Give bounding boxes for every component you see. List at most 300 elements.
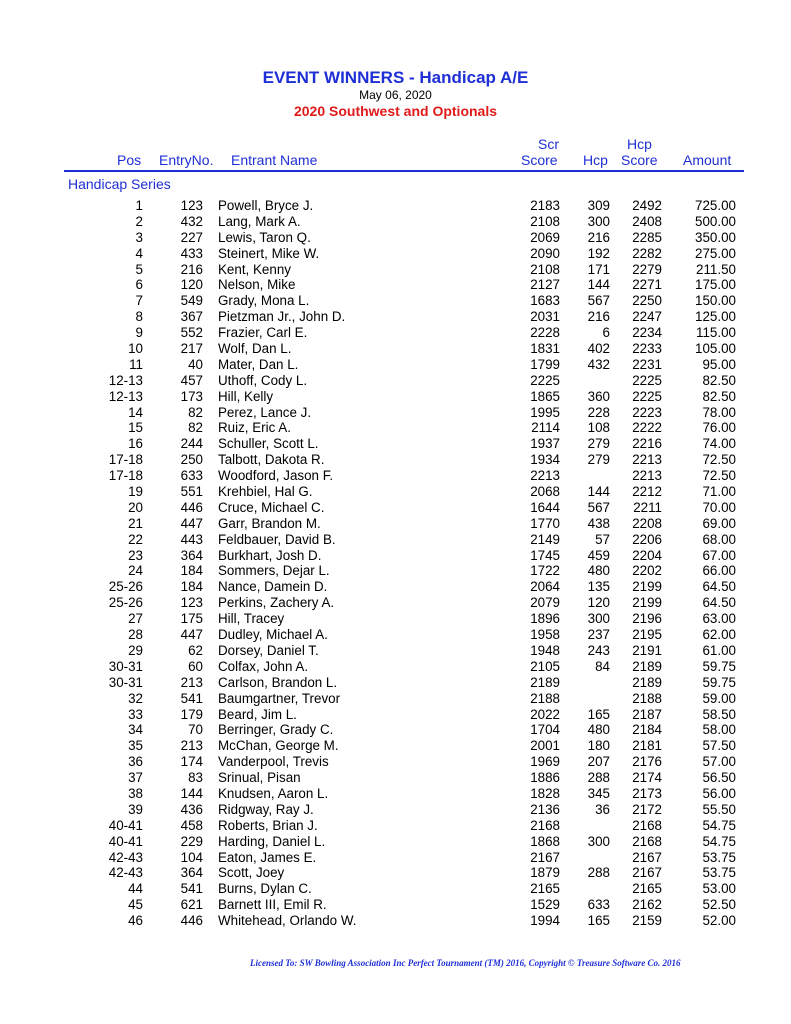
cell-entry: 175 bbox=[180, 611, 203, 627]
cell-name: Ridgway, Ray J. bbox=[218, 801, 314, 817]
cell-hcp: 243 bbox=[587, 642, 610, 658]
cell-score: 2233 bbox=[632, 341, 662, 357]
cell-scr: 2068 bbox=[530, 484, 560, 500]
cell-hcp: 84 bbox=[595, 658, 610, 674]
cell-amount: 53.75 bbox=[702, 865, 736, 881]
table-row bbox=[0, 452, 791, 468]
cell-scr: 1704 bbox=[530, 722, 560, 738]
cell-entry: 40 bbox=[188, 356, 203, 372]
cell-score: 2187 bbox=[632, 706, 662, 722]
cell-score: 2191 bbox=[632, 642, 662, 658]
cell-name: Srinual, Pisan bbox=[218, 770, 301, 786]
cell-pos: 35 bbox=[128, 738, 143, 754]
cell-name: Dudley, Michael A. bbox=[218, 627, 328, 643]
cell-name: Garr, Brandon M. bbox=[218, 515, 321, 531]
cell-pos: 21 bbox=[128, 515, 143, 531]
cell-pos: 15 bbox=[128, 420, 143, 436]
cell-pos: 32 bbox=[128, 690, 143, 706]
cell-name: Lang, Mark A. bbox=[218, 213, 301, 229]
cell-hcp: 216 bbox=[587, 229, 610, 245]
cell-score: 2216 bbox=[632, 436, 662, 452]
cell-pos: 17-18 bbox=[108, 452, 143, 468]
cell-entry: 549 bbox=[180, 293, 203, 309]
cell-name: Lewis, Taron Q. bbox=[218, 229, 311, 245]
cell-name: Feldbauer, David B. bbox=[218, 531, 336, 547]
cell-scr: 2022 bbox=[530, 706, 560, 722]
cell-score: 2202 bbox=[632, 563, 662, 579]
cell-name: Mater, Dan L. bbox=[218, 356, 299, 372]
cell-name: Vanderpool, Trevis bbox=[218, 754, 329, 770]
cell-name: Roberts, Brian J. bbox=[218, 817, 318, 833]
section-title: Handicap Series bbox=[68, 176, 171, 192]
cell-amount: 275.00 bbox=[695, 245, 736, 261]
cell-hcp: 180 bbox=[587, 738, 610, 754]
cell-pos: 11 bbox=[129, 356, 143, 372]
results-table bbox=[0, 198, 791, 929]
cell-scr: 1937 bbox=[530, 436, 560, 452]
cell-pos: 29 bbox=[128, 642, 143, 658]
table-row bbox=[0, 627, 791, 643]
cell-score: 2213 bbox=[632, 452, 662, 468]
cell-score: 2231 bbox=[632, 356, 662, 372]
cell-scr: 1865 bbox=[530, 388, 560, 404]
cell-amount: 52.00 bbox=[702, 913, 736, 929]
cell-score: 2492 bbox=[632, 198, 662, 213]
cell-hcp: 165 bbox=[587, 913, 610, 929]
cell-hcp: 288 bbox=[587, 770, 610, 786]
cell-pos: 19 bbox=[128, 484, 143, 500]
cell-amount: 105.00 bbox=[695, 341, 736, 357]
cell-entry: 82 bbox=[188, 420, 203, 436]
cell-score: 2279 bbox=[632, 261, 662, 277]
cell-name: Colfax, John A. bbox=[218, 658, 309, 674]
cell-entry: 60 bbox=[188, 658, 203, 674]
cell-hcp: 279 bbox=[587, 436, 610, 452]
cell-entry: 120 bbox=[180, 277, 203, 293]
cell-hcp: 567 bbox=[587, 293, 610, 309]
table-row bbox=[0, 770, 791, 786]
table-row bbox=[0, 643, 791, 659]
cell-pos: 30-31 bbox=[108, 674, 143, 690]
header-amount: Amount bbox=[683, 152, 732, 168]
header-pos: Pos bbox=[117, 152, 142, 168]
table-row bbox=[0, 881, 791, 897]
license-footer: Licensed To: SW Bowling Association Inc Perfect Tournament (TM) 2016, Copyright © Treasure Software Co. 2016 bbox=[250, 958, 681, 968]
table-row bbox=[0, 309, 791, 325]
cell-hcp: 309 bbox=[587, 198, 610, 213]
table-row bbox=[0, 707, 791, 723]
cell-entry: 541 bbox=[180, 690, 203, 706]
cell-score: 2176 bbox=[632, 754, 662, 770]
cell-amount: 55.50 bbox=[702, 801, 736, 817]
table-row bbox=[0, 389, 791, 405]
table-row bbox=[0, 420, 791, 436]
cell-pos: 22 bbox=[128, 531, 143, 547]
cell-amount: 59.75 bbox=[702, 658, 736, 674]
cell-hcp: 402 bbox=[587, 341, 610, 357]
cell-score: 2206 bbox=[632, 531, 662, 547]
cell-hcp: 459 bbox=[587, 547, 610, 563]
cell-amount: 350.00 bbox=[695, 229, 736, 245]
cell-entry: 83 bbox=[188, 770, 203, 786]
cell-scr: 2127 bbox=[530, 277, 560, 293]
cell-scr: 1529 bbox=[530, 897, 560, 913]
table-row bbox=[0, 214, 791, 230]
cell-entry: 184 bbox=[180, 563, 203, 579]
cell-score: 2167 bbox=[632, 865, 662, 881]
cell-amount: 64.50 bbox=[702, 579, 736, 595]
cell-amount: 56.50 bbox=[702, 770, 736, 786]
table-row bbox=[0, 548, 791, 564]
report-date: May 06, 2020 bbox=[359, 88, 432, 102]
cell-hcp: 345 bbox=[587, 785, 610, 801]
cell-score: 2247 bbox=[632, 309, 662, 325]
table-row bbox=[0, 484, 791, 500]
cell-hcp: 144 bbox=[587, 277, 610, 293]
cell-score: 2212 bbox=[632, 484, 662, 500]
cell-hcp: 279 bbox=[587, 452, 610, 468]
cell-scr: 1879 bbox=[530, 865, 560, 881]
table-row bbox=[0, 595, 791, 611]
cell-scr: 1868 bbox=[530, 833, 560, 849]
cell-hcp: 300 bbox=[587, 611, 610, 627]
cell-amount: 72.50 bbox=[702, 452, 736, 468]
cell-hcp: 6 bbox=[602, 325, 610, 341]
cell-pos: 10 bbox=[128, 341, 143, 357]
cell-scr: 2090 bbox=[530, 245, 560, 261]
cell-name: Burns, Dylan C. bbox=[218, 881, 312, 897]
table-row bbox=[0, 405, 791, 421]
cell-name: Beard, Jim L. bbox=[218, 706, 297, 722]
cell-entry: 457 bbox=[180, 372, 203, 388]
cell-pos: 12-13 bbox=[108, 388, 143, 404]
header-scr-top: Scr bbox=[538, 136, 559, 152]
cell-scr: 2079 bbox=[530, 595, 560, 611]
cell-scr: 2167 bbox=[530, 849, 560, 865]
cell-name: Hill, Tracey bbox=[218, 611, 285, 627]
table-row bbox=[0, 373, 791, 389]
table-row bbox=[0, 262, 791, 278]
header-scr-score: Score bbox=[521, 152, 558, 168]
cell-hcp: 567 bbox=[587, 499, 610, 515]
header-hcp: Hcp bbox=[583, 152, 608, 168]
cell-hcp: 57 bbox=[595, 531, 610, 547]
cell-scr: 1934 bbox=[530, 452, 560, 468]
cell-score: 2168 bbox=[632, 817, 662, 833]
cell-score: 2408 bbox=[632, 213, 662, 229]
cell-pos: 12-13 bbox=[108, 372, 143, 388]
cell-amount: 115.00 bbox=[696, 325, 736, 341]
cell-entry: 216 bbox=[180, 261, 203, 277]
table-row bbox=[0, 468, 791, 484]
cell-entry: 551 bbox=[180, 484, 203, 500]
cell-scr: 2105 bbox=[530, 658, 560, 674]
cell-scr: 1828 bbox=[530, 785, 560, 801]
cell-amount: 57.50 bbox=[702, 738, 736, 754]
cell-name: Scott, Joey bbox=[218, 865, 285, 881]
cell-scr: 2225 bbox=[530, 372, 560, 388]
cell-amount: 53.75 bbox=[702, 849, 736, 865]
cell-amount: 59.75 bbox=[702, 674, 736, 690]
cell-name: Eaton, James E. bbox=[218, 849, 317, 865]
cell-score: 2167 bbox=[632, 849, 662, 865]
cell-pos: 2 bbox=[135, 213, 143, 229]
cell-amount: 70.00 bbox=[702, 499, 736, 515]
cell-name: Krehbiel, Hal G. bbox=[218, 484, 313, 500]
cell-pos: 38 bbox=[128, 785, 143, 801]
cell-name: Powell, Bryce J. bbox=[218, 198, 314, 213]
cell-name: Frazier, Carl E. bbox=[218, 325, 308, 341]
cell-pos: 44 bbox=[128, 881, 143, 897]
cell-pos: 36 bbox=[128, 754, 143, 770]
table-row bbox=[0, 516, 791, 532]
cell-name: Barnett III, Emil R. bbox=[218, 897, 327, 913]
cell-hcp: 480 bbox=[587, 563, 610, 579]
table-row bbox=[0, 357, 791, 373]
cell-score: 2165 bbox=[632, 881, 662, 897]
cell-score: 2199 bbox=[632, 595, 662, 611]
cell-entry: 123 bbox=[180, 595, 203, 611]
cell-name: Pietzman Jr., John D. bbox=[218, 309, 346, 325]
cell-pos: 20 bbox=[128, 499, 143, 515]
cell-hcp: 120 bbox=[587, 595, 610, 611]
table-row bbox=[0, 802, 791, 818]
cell-entry: 433 bbox=[180, 245, 203, 261]
cell-entry: 443 bbox=[180, 531, 203, 547]
report-title: EVENT WINNERS - Handicap A/E bbox=[262, 68, 529, 87]
cell-entry: 436 bbox=[180, 801, 203, 817]
table-row bbox=[0, 230, 791, 246]
cell-score: 2234 bbox=[632, 325, 662, 341]
cell-entry: 104 bbox=[180, 849, 203, 865]
cell-entry: 633 bbox=[180, 468, 203, 484]
cell-scr: 1722 bbox=[530, 563, 560, 579]
cell-entry: 174 bbox=[180, 754, 203, 770]
cell-scr: 1745 bbox=[530, 547, 560, 563]
cell-score: 2213 bbox=[632, 468, 662, 484]
table-row bbox=[0, 246, 791, 262]
cell-scr: 2183 bbox=[530, 198, 560, 213]
cell-scr: 2031 bbox=[530, 309, 560, 325]
cell-name: McChan, George M. bbox=[218, 738, 339, 754]
cell-score: 2225 bbox=[632, 372, 662, 388]
table-row bbox=[0, 738, 791, 754]
cell-score: 2168 bbox=[632, 833, 662, 849]
table-row bbox=[0, 277, 791, 293]
table-row bbox=[0, 325, 791, 341]
cell-pos: 24 bbox=[128, 563, 143, 579]
cell-score: 2211 bbox=[633, 499, 662, 515]
cell-entry: 447 bbox=[180, 627, 203, 643]
cell-score: 2271 bbox=[632, 277, 662, 293]
cell-entry: 458 bbox=[180, 817, 203, 833]
cell-hcp: 216 bbox=[587, 309, 610, 325]
cell-scr: 2108 bbox=[530, 261, 560, 277]
cell-score: 2188 bbox=[632, 690, 662, 706]
cell-pos: 25-26 bbox=[108, 579, 143, 595]
header-hcp-score: Score bbox=[621, 152, 658, 168]
cell-pos: 23 bbox=[128, 547, 143, 563]
cell-entry: 144 bbox=[180, 785, 203, 801]
cell-amount: 58.50 bbox=[702, 706, 736, 722]
cell-scr: 2228 bbox=[530, 325, 560, 341]
table-row bbox=[0, 834, 791, 850]
cell-entry: 179 bbox=[180, 706, 203, 722]
cell-entry: 447 bbox=[180, 515, 203, 531]
cell-entry: 213 bbox=[180, 738, 203, 754]
cell-hcp: 192 bbox=[587, 245, 610, 261]
cell-name: Dorsey, Daniel T. bbox=[218, 642, 319, 658]
cell-score: 2282 bbox=[632, 245, 662, 261]
cell-amount: 63.00 bbox=[702, 611, 736, 627]
cell-name: Woodford, Jason F. bbox=[218, 468, 334, 484]
cell-scr: 1799 bbox=[530, 356, 560, 372]
cell-entry: 552 bbox=[180, 325, 203, 341]
cell-hcp: 228 bbox=[587, 404, 610, 420]
cell-name: Berringer, Grady C. bbox=[218, 722, 334, 738]
cell-amount: 500.00 bbox=[695, 213, 736, 229]
cell-score: 2222 bbox=[632, 420, 662, 436]
cell-scr: 2108 bbox=[530, 213, 560, 229]
cell-amount: 57.00 bbox=[702, 754, 736, 770]
cell-entry: 173 bbox=[180, 388, 203, 404]
cell-pos: 8 bbox=[135, 309, 143, 325]
cell-hcp: 171 bbox=[587, 261, 610, 277]
cell-score: 2174 bbox=[632, 770, 662, 786]
cell-scr: 1896 bbox=[530, 611, 560, 627]
cell-score: 2195 bbox=[632, 627, 662, 643]
table-row bbox=[0, 293, 791, 309]
cell-name: Whitehead, Orlando W. bbox=[218, 913, 357, 929]
table-row bbox=[0, 675, 791, 691]
cell-name: Hill, Kelly bbox=[218, 388, 274, 404]
cell-pos: 40-41 bbox=[108, 817, 143, 833]
cell-amount: 59.00 bbox=[702, 690, 736, 706]
cell-score: 2173 bbox=[632, 785, 662, 801]
cell-hcp: 633 bbox=[587, 897, 610, 913]
cell-score: 2208 bbox=[632, 515, 662, 531]
cell-pos: 30-31 bbox=[108, 658, 143, 674]
cell-amount: 54.75 bbox=[702, 833, 736, 849]
cell-name: Talbott, Dakota R. bbox=[218, 452, 325, 468]
cell-name: Perez, Lance J. bbox=[218, 404, 312, 420]
cell-score: 2223 bbox=[632, 404, 662, 420]
cell-name: Harding, Daniel L. bbox=[218, 833, 326, 849]
table-row bbox=[0, 722, 791, 738]
cell-name: Schuller, Scott L. bbox=[218, 436, 319, 452]
cell-pos: 33 bbox=[128, 706, 143, 722]
cell-name: Steinert, Mike W. bbox=[218, 245, 320, 261]
header-divider bbox=[64, 170, 744, 172]
cell-scr: 2136 bbox=[530, 801, 560, 817]
cell-score: 2159 bbox=[632, 913, 662, 929]
cell-pos: 37 bbox=[128, 770, 143, 786]
cell-amount: 58.00 bbox=[702, 722, 736, 738]
table-row bbox=[0, 436, 791, 452]
cell-name: Kent, Kenny bbox=[218, 261, 291, 277]
cell-amount: 175.00 bbox=[695, 277, 736, 293]
cell-entry: 229 bbox=[180, 833, 203, 849]
cell-amount: 150.00 bbox=[695, 293, 736, 309]
cell-entry: 70 bbox=[188, 722, 203, 738]
header-entry-no: EntryNo. bbox=[159, 152, 214, 168]
cell-scr: 1831 bbox=[530, 341, 560, 357]
cell-name: Sommers, Dejar L. bbox=[218, 563, 330, 579]
cell-hcp: 432 bbox=[587, 356, 610, 372]
cell-name: Wolf, Dan L. bbox=[218, 341, 292, 357]
cell-score: 2196 bbox=[632, 611, 662, 627]
cell-entry: 446 bbox=[180, 913, 203, 929]
header-entrant-name: Entrant Name bbox=[231, 152, 318, 168]
cell-name: Carlson, Brandon L. bbox=[218, 674, 338, 690]
cell-scr: 2114 bbox=[531, 420, 560, 436]
cell-amount: 52.50 bbox=[702, 897, 736, 913]
cell-scr: 2001 bbox=[530, 738, 560, 754]
cell-hcp: 480 bbox=[587, 722, 610, 738]
cell-amount: 82.50 bbox=[702, 388, 736, 404]
cell-entry: 541 bbox=[180, 881, 203, 897]
cell-entry: 432 bbox=[180, 213, 203, 229]
cell-name: Burkhart, Josh D. bbox=[218, 547, 322, 563]
cell-score: 2189 bbox=[632, 658, 662, 674]
table-row bbox=[0, 786, 791, 802]
cell-entry: 213 bbox=[180, 674, 203, 690]
cell-pos: 28 bbox=[128, 627, 143, 643]
cell-pos: 16 bbox=[128, 436, 143, 452]
cell-pos: 45 bbox=[128, 897, 143, 913]
cell-name: Baumgartner, Trevor bbox=[218, 690, 341, 706]
table-row bbox=[0, 865, 791, 881]
cell-scr: 1994 bbox=[530, 913, 560, 929]
cell-name: Nance, Damein D. bbox=[218, 579, 328, 595]
cell-amount: 69.00 bbox=[702, 515, 736, 531]
cell-pos: 17-18 bbox=[108, 468, 143, 484]
cell-name: Cruce, Michael C. bbox=[218, 499, 325, 515]
cell-amount: 61.00 bbox=[702, 642, 736, 658]
cell-scr: 2168 bbox=[530, 817, 560, 833]
cell-entry: 62 bbox=[188, 642, 203, 658]
table-row bbox=[0, 754, 791, 770]
cell-amount: 54.75 bbox=[702, 817, 736, 833]
cell-name: Knudsen, Aaron L. bbox=[218, 785, 329, 801]
cell-scr: 1886 bbox=[530, 770, 560, 786]
cell-score: 2225 bbox=[632, 388, 662, 404]
cell-amount: 72.50 bbox=[702, 468, 736, 484]
cell-hcp: 438 bbox=[587, 515, 610, 531]
cell-entry: 621 bbox=[180, 897, 203, 913]
cell-score: 2199 bbox=[632, 579, 662, 595]
cell-scr: 1948 bbox=[530, 642, 560, 658]
header-hcp-score-top: Hcp bbox=[627, 136, 652, 152]
cell-pos: 6 bbox=[135, 277, 143, 293]
table-row bbox=[0, 579, 791, 595]
cell-name: Perkins, Zachery A. bbox=[218, 595, 335, 611]
cell-pos: 25-26 bbox=[108, 595, 143, 611]
cell-entry: 446 bbox=[180, 499, 203, 515]
cell-score: 2181 bbox=[632, 738, 662, 754]
cell-pos: 7 bbox=[135, 293, 143, 309]
cell-scr: 2064 bbox=[530, 579, 560, 595]
report-subtitle: 2020 Southwest and Optionals bbox=[293, 103, 498, 119]
cell-amount: 56.00 bbox=[702, 785, 736, 801]
cell-pos: 5 bbox=[135, 261, 143, 277]
cell-hcp: 288 bbox=[587, 865, 610, 881]
cell-entry: 217 bbox=[180, 341, 203, 357]
table-row bbox=[0, 897, 791, 913]
cell-score: 2172 bbox=[632, 801, 662, 817]
table-row bbox=[0, 563, 791, 579]
cell-amount: 74.00 bbox=[702, 436, 736, 452]
